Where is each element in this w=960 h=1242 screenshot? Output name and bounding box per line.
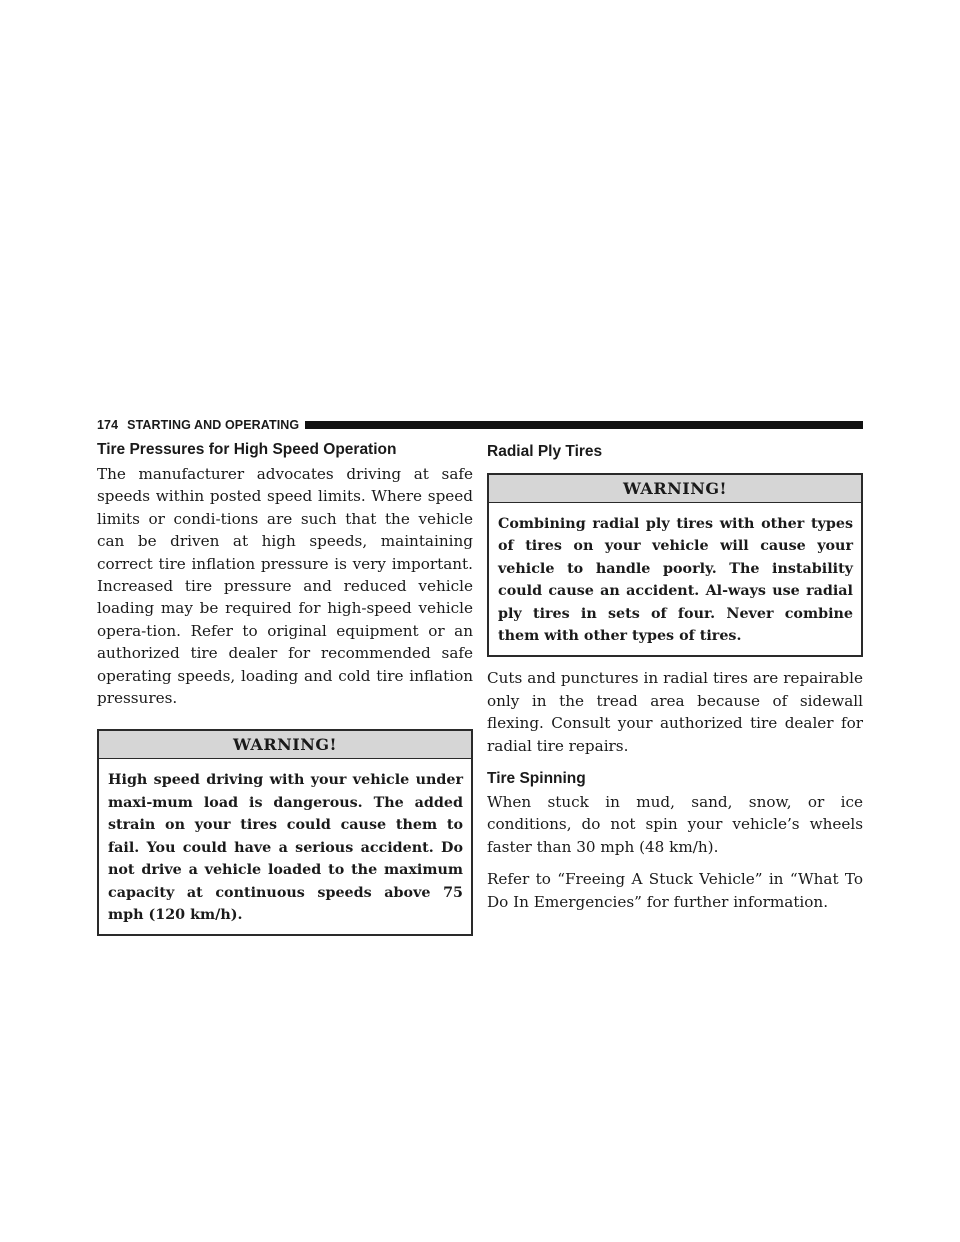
section-title: STARTING AND OPERATING — [127, 418, 300, 432]
heading-high-speed-tire-pressures: Tire Pressures for High Speed Operation — [97, 441, 397, 458]
paragraph-high-speed-operation: The manufacturer advocates driving at safe speeds within posted speed limits. Where speed limits or condi-tions are such that the vehicle can be driven at high speeds, maintaining correct tire inflation pressure is very important. Increased tire pressure and reduced vehicle loading may be required for high-speed vehicle opera-tion. Refer to original equipment or an authorized tire dealer for recommended safe operating speeds, loading and cold tire inflation pressures. — [97, 465, 473, 708]
header-rule — [305, 421, 863, 429]
heading-radial-ply-tires: Radial Ply Tires — [487, 443, 603, 460]
warning-text: Combining radial ply tires with other types of tires on your vehicle will cause your vehicle to handle poorly. The instability could cause an accident. Al-ways use radial ply tires in sets of four. Never combine them with other types of tires. — [498, 516, 853, 645]
warning-text: High speed driving with your vehicle under maxi-mum load is dangerous. The added strain on your tires could cause them to fail. You could have a serious accident. Do not drive a vehicle loaded to the maximum capacity at continuous speeds above 75 mph (120 km/h). — [108, 772, 463, 923]
paragraph-radial-repairs: Cuts and punctures in radial tires are repairable only in the tread area because of sidewall flexing. Consult your authorized tire dealer for radial tire repairs. — [487, 669, 863, 755]
page-header — [97, 418, 863, 432]
paragraph-tire-spinning: When stuck in mud, sand, snow, or ice conditions, do not spin your vehicle’s wheels faster than 30 mph (48 km/h). — [487, 793, 863, 856]
paragraph-stuck-vehicle-reference: Refer to “Freeing A Stuck Vehicle” in “What To Do In Emergencies” for further information. — [487, 870, 863, 911]
heading-tire-spinning: Tire Spinning — [487, 770, 586, 788]
left-column — [97, 440, 473, 936]
warning-title: WARNING! — [99, 731, 471, 759]
page-number: 174 — [97, 418, 119, 432]
right-column — [487, 440, 863, 913]
warning-box-radial-ply — [487, 473, 863, 657]
warning-title: WARNING! — [489, 475, 861, 503]
warning-box-high-speed — [97, 729, 473, 936]
